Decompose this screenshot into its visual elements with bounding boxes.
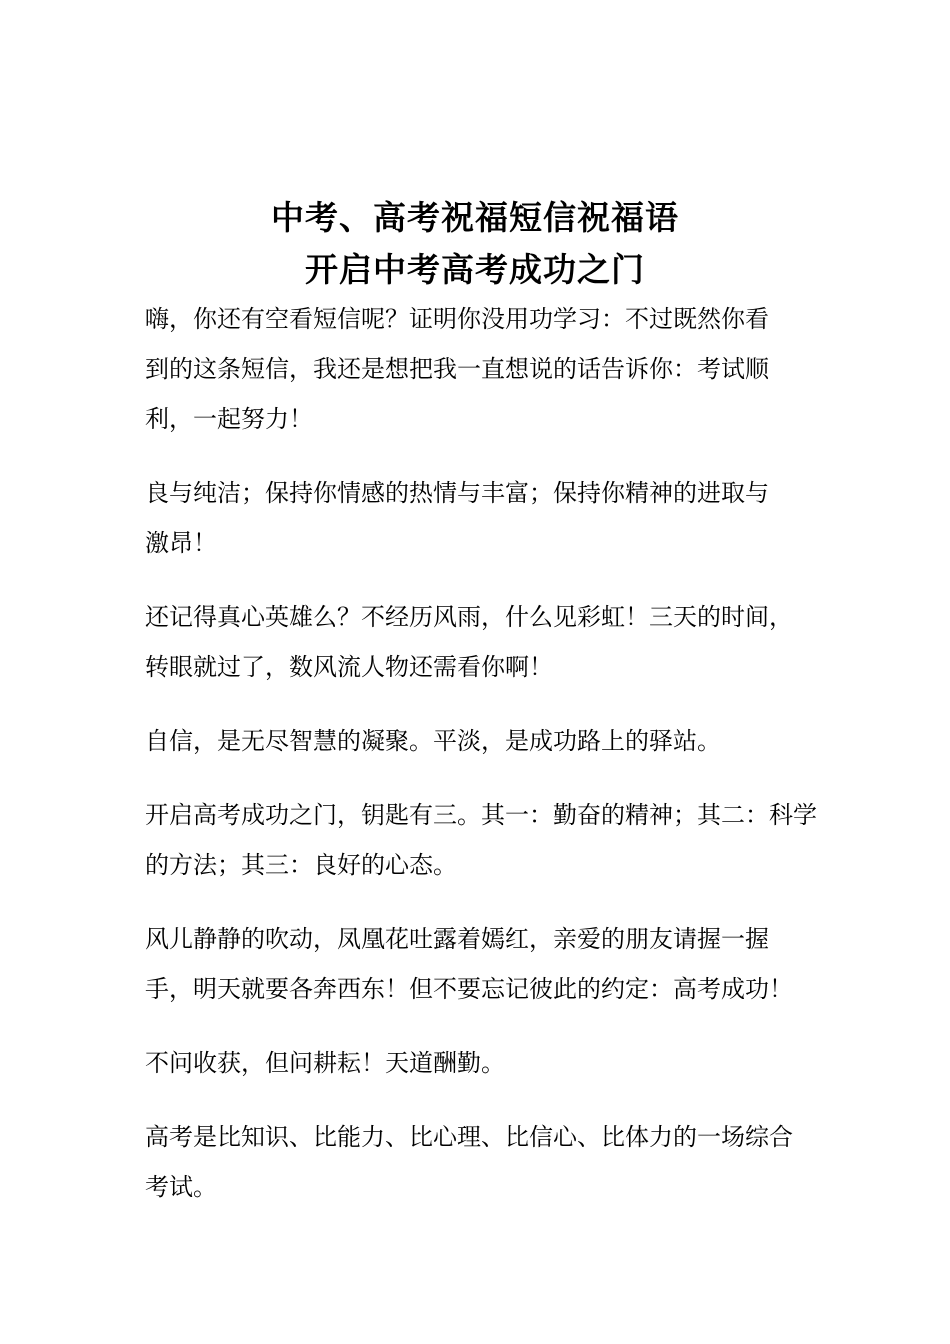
paragraph-5 xyxy=(145,790,825,890)
document-title xyxy=(0,192,950,296)
paragraph-line: 自信，是无尽智慧的凝聚。平淡，是成功路上的驿站。 xyxy=(145,727,721,755)
document-body xyxy=(145,294,825,1236)
paragraph-4 xyxy=(145,716,825,766)
paragraph-line: 利，一起努力！ xyxy=(145,405,313,433)
paragraph-2 xyxy=(145,468,825,568)
paragraph-line: 开启高考成功之门，钥匙有三。其一：勤奋的精神；其二：科学 xyxy=(145,801,817,829)
paragraph-line: 的方法；其三：良好的心态。 xyxy=(145,851,457,879)
title-line-2: 开启中考高考成功之门 xyxy=(305,250,645,289)
paragraph-line: 良与纯洁；保持你情感的热情与丰富；保持你精神的进取与 xyxy=(145,479,769,507)
paragraph-line: 手，明天就要各奔西东！但不要忘记彼此的约定：高考成功！ xyxy=(145,975,793,1003)
paragraph-6 xyxy=(145,914,825,1014)
paragraph-line: 激昂！ xyxy=(145,529,217,557)
paragraph-line: 转眼就过了，数风流人物还需看你啊！ xyxy=(145,653,553,681)
paragraph-line: 还记得真心英雄么？不经历风雨，什么见彩虹！三天的时间， xyxy=(145,603,793,631)
paragraph-3 xyxy=(145,592,825,692)
paragraph-line: 嗨，你还有空看短信呢？证明你没用功学习：不过既然你看 xyxy=(145,305,769,333)
paragraph-line: 风儿静静的吹动，凤凰花吐露着嫣红，亲爱的朋友请握一握 xyxy=(145,925,769,953)
paragraph-line: 不问收获，但问耕耘！天道酬勤。 xyxy=(145,1049,505,1077)
paragraph-line: 考试。 xyxy=(145,1173,217,1201)
paragraph-7 xyxy=(145,1038,825,1088)
paragraph-8 xyxy=(145,1112,825,1212)
paragraph-1 xyxy=(145,294,825,444)
title-line-1: 中考、高考祝福短信祝福语 xyxy=(271,198,679,237)
paragraph-line: 高考是比知识、比能力、比心理、比信心、比体力的一场综合 xyxy=(145,1123,793,1151)
paragraph-line: 到的这条短信，我还是想把我一直想说的话告诉你：考试顺 xyxy=(145,355,769,383)
